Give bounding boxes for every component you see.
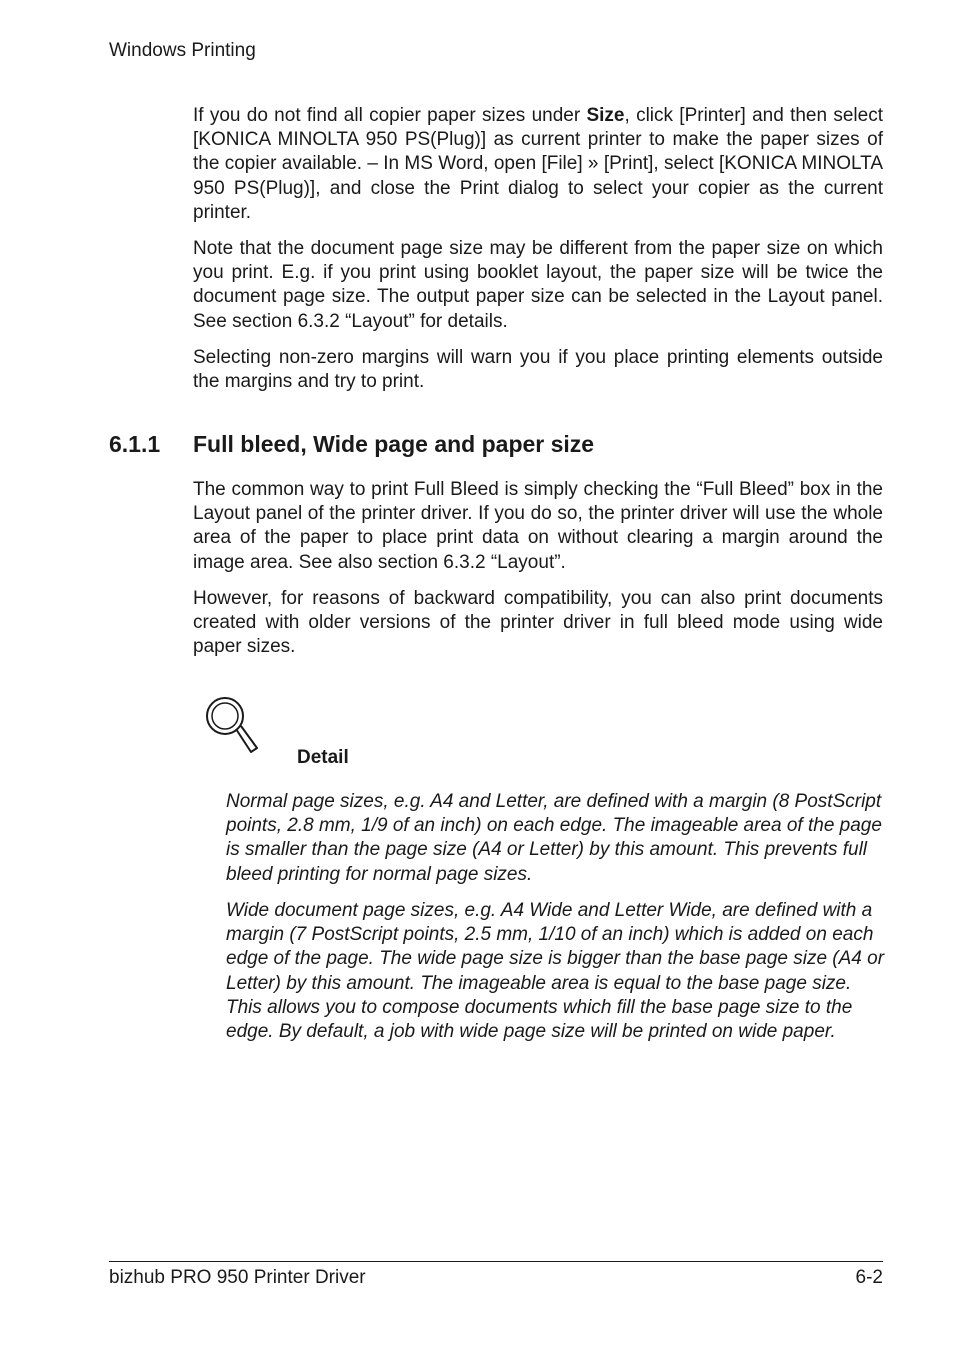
detail-note-1: Normal page sizes, e.g. A4 and Letter, are defined with a margin (8 PostScript points, 2.8 mm, 1/9 of an inch) on each edge. The imageable area of the page is smaller than the page size (A4 or Letter) by this amount. This prevents full bleed printing for normal page sizes. <box>226 791 882 885</box>
intro-p1-text-after: , click [Printer] and then select [KONICA MINOLTA 950 PS(Plug)] as current printer to make the paper sizes of the copier available. – In MS Word, open [File] » [Print], select [KONICA MINOLTA 950 PS(Plug)], and close the Print dialog to select your copier as the current printer. <box>193 105 883 223</box>
section-title: Full bleed, Wide page and paper size <box>193 431 595 457</box>
magnifier-icon <box>200 694 264 760</box>
detail-note-2: Wide document page sizes, e.g. A4 Wide and Letter Wide, are defined with a margin (7 PostScript points, 2.5 mm, 1/10 of an inch) which is added on each edge of the page. The wide page size is bigger than the base page size (A4 or Letter) by this amount. The imageable area is equal to the base page size. This allows you to compose documents which fill the base page size to the edge. By default, a job with wide page size will be printed on wide paper. <box>226 900 885 1043</box>
section-paragraph-2: However, for reasons of backward compatibility, you can also print documents created with older versions of the printer driver in full bleed mode using wide paper sizes. <box>193 588 883 658</box>
footer-page-number: 6-2 <box>855 1267 883 1288</box>
intro-paragraph-1 <box>193 104 883 225</box>
intro-paragraph-2: Note that the document page size may be different from the paper size on which you print. E.g. if you print using booklet layout, the paper size will be twice the document page size. The output paper size can be selected in the Layout panel. See section 6.3.2 “Layout” for details. <box>193 238 883 332</box>
section-paragraph-1: The common way to print Full Bleed is simply checking the “Full Bleed” box in the Layout panel of the printer driver. If you do so, the printer driver will use the whole area of the paper to place print data on without clearing a margin around the image area. See also section 6.3.2 “Layout”. <box>193 479 883 573</box>
footer-divider <box>109 1261 883 1262</box>
detail-label: Detail <box>297 747 349 768</box>
section-number: 6.1.1 <box>109 431 161 457</box>
running-header: Windows Printing <box>109 40 256 61</box>
footer-product-name: bizhub PRO 950 Printer Driver <box>109 1267 366 1288</box>
intro-paragraph-3: Selecting non-zero margins will warn you if you place printing elements outside the margins and try to print. <box>193 347 883 393</box>
intro-p1-text-before: If you do not find all copier paper sizes under <box>193 105 587 126</box>
size-term: Size <box>586 105 625 126</box>
section-heading <box>109 429 594 459</box>
